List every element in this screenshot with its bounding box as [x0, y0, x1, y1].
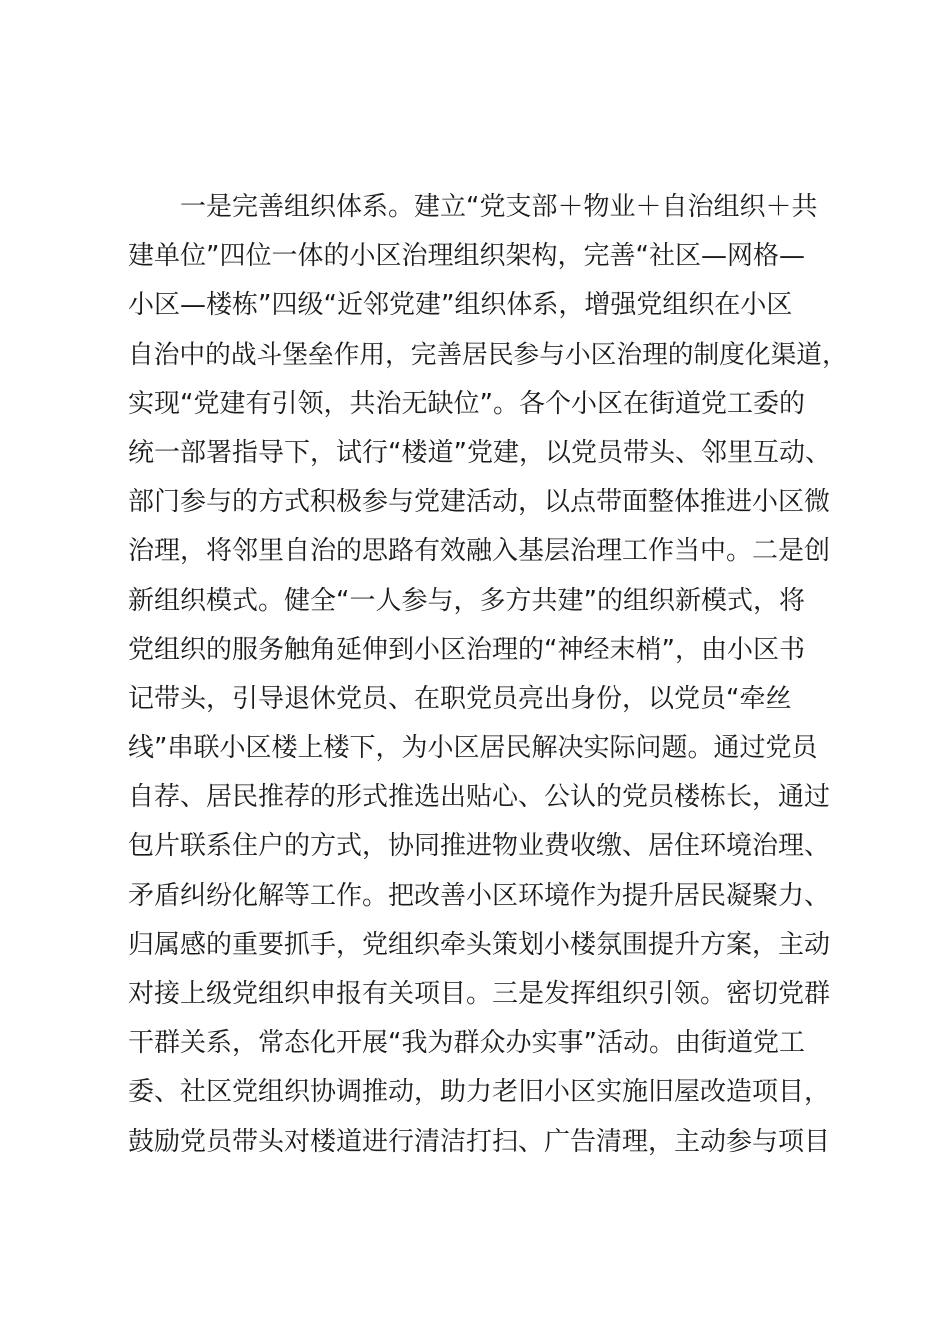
paragraph-line: 统一部署指导下，试行“楼道”党建，以党员带头、邻里互动、: [128, 437, 831, 468]
paragraph-line: 线”串联小区楼上楼下，为小区居民解决实际问题。通过党员: [128, 733, 818, 764]
paragraph-line: 干群关系，常态化开展“我为群众办实事”活动。由街道党工: [128, 1028, 805, 1059]
paragraph-line: 治理，将邻里自治的思路有效融入基层治理工作当中。二是创: [128, 536, 831, 567]
paragraph-line: 自治中的战斗堡垒作用，完善居民参与小区治理的制度化渠道，: [128, 339, 848, 370]
paragraph-line: 建单位”四位一体的小区治理组织架构，完善“社区—网格—: [128, 241, 805, 272]
paragraph-line: 党组织的服务触角延伸到小区治理的“神经末梢”，由小区书: [128, 634, 805, 665]
paragraph-line: 一是完善组织体系。建立“党支部＋物业＋自治组织＋共: [180, 192, 818, 222]
body-paragraph: [128, 183, 848, 1167]
paragraph-line: 记带头，引导退休党员、在职党员亮出身份，以党员“牵丝: [128, 683, 792, 714]
paragraph-line: 小区—楼栋”四级“近邻党建”组织体系，增强党组织在小区: [128, 290, 793, 321]
paragraph-line: 对接上级党组织申报有关项目。三是发挥组织引领。密切党群: [128, 979, 831, 1009]
paragraph-line: 自荐、居民推荐的形式推选出贴心、公认的党员楼栋长，通过: [128, 782, 831, 813]
paragraph-line: 部门参与的方式积极参与党建活动，以点带面整体推进小区微: [128, 487, 831, 518]
paragraph-line: 委、社区党组织协调推动，助力老旧小区实施旧屋改造项目，: [128, 1077, 831, 1108]
paragraph-line: 实现“党建有引领，共治无缺位”。各个小区在街道党工委的: [128, 388, 805, 419]
paragraph-line: 矛盾纠纷化解等工作。把改善小区环境作为提升居民凝聚力、: [128, 880, 831, 911]
paragraph-line: 新组织模式。健全“一人参与，多方共建”的组织新模式，将: [128, 585, 805, 616]
paragraph-line: 鼓励党员带头对楼道进行清洁打扫、广告清理，主动参与项目: [128, 1126, 831, 1157]
paragraph-line: 归属感的重要抓手，党组织牵头策划小楼氛围提升方案，主动: [128, 929, 831, 960]
paragraph-line: 包片联系住户的方式，协同推进物业费收缴、居住环境治理、: [128, 831, 831, 862]
